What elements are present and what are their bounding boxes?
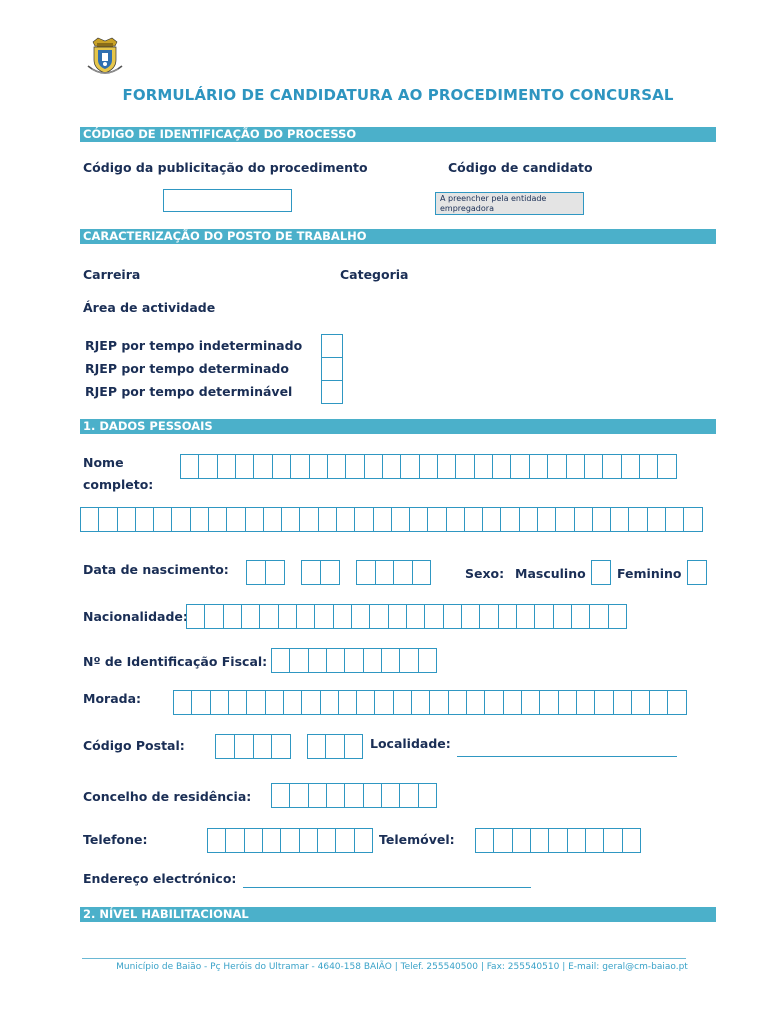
char-box[interactable] bbox=[501, 508, 519, 531]
char-box[interactable] bbox=[556, 508, 574, 531]
char-box[interactable] bbox=[493, 455, 511, 478]
char-box[interactable] bbox=[309, 784, 327, 807]
char-box[interactable] bbox=[658, 455, 676, 478]
char-box[interactable] bbox=[300, 508, 318, 531]
publication-code-field[interactable] bbox=[163, 189, 292, 212]
coat-of-arms-logo bbox=[84, 36, 126, 78]
rjep-indeterminate-checkbox[interactable] bbox=[321, 334, 343, 358]
birth-year-boxes[interactable] bbox=[356, 560, 431, 585]
char-box[interactable] bbox=[345, 784, 363, 807]
nationality-boxes[interactable] bbox=[186, 604, 627, 629]
char-box[interactable] bbox=[389, 605, 407, 628]
rjep-indeterminate-label: RJEP por tempo indeterminado bbox=[85, 338, 303, 353]
char-box[interactable] bbox=[572, 605, 590, 628]
char-box[interactable] bbox=[318, 829, 336, 852]
char-box[interactable] bbox=[302, 691, 320, 714]
char-box[interactable] bbox=[593, 508, 611, 531]
char-box[interactable] bbox=[420, 455, 438, 478]
char-box[interactable] bbox=[374, 508, 392, 531]
char-box[interactable] bbox=[279, 605, 297, 628]
char-box[interactable] bbox=[522, 691, 540, 714]
char-box[interactable] bbox=[684, 508, 702, 531]
char-box[interactable] bbox=[629, 508, 647, 531]
char-box[interactable] bbox=[467, 691, 485, 714]
char-box[interactable] bbox=[266, 561, 285, 584]
char-box[interactable] bbox=[604, 829, 622, 852]
char-box[interactable] bbox=[611, 508, 629, 531]
char-box[interactable] bbox=[310, 455, 328, 478]
section-header-job: CARACTERIZAÇÃO DO POSTO DE TRABALHO bbox=[80, 229, 716, 244]
char-box[interactable] bbox=[666, 508, 684, 531]
char-box[interactable] bbox=[376, 561, 395, 584]
birth-day-boxes[interactable] bbox=[246, 560, 285, 585]
char-box[interactable] bbox=[208, 829, 226, 852]
char-box[interactable] bbox=[209, 508, 227, 531]
char-box[interactable] bbox=[392, 508, 410, 531]
male-label: Masculino bbox=[515, 566, 586, 581]
char-box[interactable] bbox=[364, 649, 382, 672]
char-box[interactable] bbox=[315, 605, 333, 628]
char-box[interactable] bbox=[567, 455, 585, 478]
name-label-line2: completo: bbox=[83, 477, 154, 492]
char-box[interactable] bbox=[425, 605, 443, 628]
career-label: Carreira bbox=[83, 267, 141, 282]
char-box[interactable] bbox=[419, 649, 437, 672]
section-header-education: 2. NÍVEL HABILITACIONAL bbox=[80, 907, 716, 922]
form-title: FORMULÁRIO DE CANDIDATURA AO PROCEDIMENTO CONCURSAL bbox=[122, 86, 674, 104]
char-box[interactable] bbox=[499, 605, 517, 628]
char-box[interactable] bbox=[590, 605, 608, 628]
char-box[interactable] bbox=[254, 455, 272, 478]
char-box[interactable] bbox=[81, 508, 99, 531]
char-box[interactable] bbox=[476, 829, 494, 852]
char-box[interactable] bbox=[428, 508, 446, 531]
category-label: Categoria bbox=[340, 267, 409, 282]
char-box[interactable] bbox=[302, 561, 321, 584]
char-box[interactable] bbox=[483, 508, 501, 531]
char-box[interactable] bbox=[272, 735, 291, 758]
char-box[interactable] bbox=[357, 561, 376, 584]
char-box[interactable] bbox=[364, 784, 382, 807]
publication-code-label: Código da publicitação do procedimento bbox=[83, 160, 368, 175]
char-box[interactable] bbox=[614, 691, 632, 714]
footer-divider bbox=[82, 958, 686, 959]
char-box[interactable] bbox=[326, 735, 344, 758]
char-box[interactable] bbox=[346, 455, 364, 478]
mobile-boxes[interactable] bbox=[475, 828, 641, 853]
char-box[interactable] bbox=[290, 784, 308, 807]
char-box[interactable] bbox=[413, 561, 432, 584]
char-box[interactable] bbox=[136, 508, 154, 531]
char-box[interactable] bbox=[530, 455, 548, 478]
char-box[interactable] bbox=[272, 784, 290, 807]
char-box[interactable] bbox=[535, 605, 553, 628]
char-box[interactable] bbox=[609, 605, 627, 628]
char-box[interactable] bbox=[538, 508, 556, 531]
phone-boxes[interactable] bbox=[207, 828, 373, 853]
char-box[interactable] bbox=[334, 605, 352, 628]
char-box[interactable] bbox=[520, 508, 538, 531]
full-name-boxes-row2[interactable] bbox=[80, 507, 703, 532]
char-box[interactable] bbox=[355, 508, 373, 531]
char-box[interactable] bbox=[540, 691, 558, 714]
footer-contact: Município de Baião - Pç Heróis do Ultramar - 4640-158 BAIÃO | Telef. 255540500 | Fax: 255540510 | E-mail: geral@cm-baiao.pt bbox=[116, 962, 688, 972]
char-box[interactable] bbox=[623, 829, 641, 852]
char-box[interactable] bbox=[430, 691, 448, 714]
char-box[interactable] bbox=[218, 455, 236, 478]
char-box[interactable] bbox=[297, 605, 315, 628]
candidate-code-label: Código de candidato bbox=[448, 160, 593, 175]
female-label: Feminino bbox=[617, 566, 682, 581]
char-box[interactable] bbox=[191, 508, 209, 531]
locality-line-field[interactable] bbox=[457, 756, 677, 757]
char-box[interactable] bbox=[300, 829, 318, 852]
char-box[interactable] bbox=[668, 691, 686, 714]
char-box[interactable] bbox=[224, 605, 242, 628]
section-header-process-id: CÓDIGO DE IDENTIFICAÇÃO DO PROCESSO bbox=[80, 127, 716, 142]
char-box[interactable] bbox=[345, 649, 363, 672]
char-box[interactable] bbox=[400, 784, 418, 807]
char-box[interactable] bbox=[465, 508, 483, 531]
char-box[interactable] bbox=[517, 605, 535, 628]
char-box[interactable] bbox=[357, 691, 375, 714]
char-box[interactable] bbox=[154, 508, 172, 531]
name-label-line1: Nome bbox=[83, 455, 124, 470]
postal-code-suffix-boxes[interactable] bbox=[307, 734, 363, 759]
char-box[interactable] bbox=[282, 508, 300, 531]
char-box[interactable] bbox=[407, 605, 425, 628]
char-box[interactable] bbox=[554, 605, 572, 628]
char-box[interactable] bbox=[229, 691, 247, 714]
char-box[interactable] bbox=[254, 735, 273, 758]
section-header-personal-data: 1. DADOS PESSOAIS bbox=[80, 419, 716, 434]
char-box[interactable] bbox=[513, 829, 531, 852]
char-box[interactable] bbox=[394, 561, 413, 584]
char-box[interactable] bbox=[595, 691, 613, 714]
char-box[interactable] bbox=[272, 649, 290, 672]
char-box[interactable] bbox=[447, 508, 465, 531]
char-box[interactable] bbox=[549, 829, 567, 852]
char-box[interactable] bbox=[187, 605, 205, 628]
char-box[interactable] bbox=[246, 508, 264, 531]
char-box[interactable] bbox=[291, 455, 309, 478]
char-box[interactable] bbox=[382, 784, 400, 807]
char-box[interactable] bbox=[327, 649, 345, 672]
char-box[interactable] bbox=[199, 455, 217, 478]
activity-area-label: Área de actividade bbox=[83, 300, 216, 315]
char-box[interactable] bbox=[216, 735, 235, 758]
char-box[interactable] bbox=[352, 605, 370, 628]
address-label: Morada: bbox=[83, 691, 142, 706]
char-box[interactable] bbox=[456, 455, 474, 478]
char-box[interactable] bbox=[632, 691, 650, 714]
email-line-field[interactable] bbox=[243, 887, 531, 888]
postal-code-boxes[interactable] bbox=[215, 734, 291, 759]
char-box[interactable] bbox=[586, 829, 604, 852]
male-checkbox[interactable] bbox=[591, 560, 611, 585]
char-box[interactable] bbox=[309, 649, 327, 672]
rjep-determinable-label: RJEP por tempo determinável bbox=[85, 384, 293, 399]
char-box[interactable] bbox=[640, 455, 658, 478]
char-box[interactable] bbox=[227, 508, 245, 531]
char-box[interactable] bbox=[327, 784, 345, 807]
char-box[interactable] bbox=[494, 829, 512, 852]
tax-id-boxes[interactable] bbox=[271, 648, 437, 673]
char-box[interactable] bbox=[648, 508, 666, 531]
char-box[interactable] bbox=[328, 455, 346, 478]
char-box[interactable] bbox=[575, 508, 593, 531]
char-box[interactable] bbox=[475, 455, 493, 478]
char-box[interactable] bbox=[504, 691, 522, 714]
char-box[interactable] bbox=[321, 561, 340, 584]
char-box[interactable] bbox=[401, 455, 419, 478]
char-box[interactable] bbox=[273, 455, 291, 478]
char-box[interactable] bbox=[242, 605, 260, 628]
char-box[interactable] bbox=[419, 784, 437, 807]
char-box[interactable] bbox=[235, 735, 254, 758]
char-box[interactable] bbox=[192, 691, 210, 714]
char-box[interactable] bbox=[118, 508, 136, 531]
char-box[interactable] bbox=[449, 691, 467, 714]
birth-month-boxes[interactable] bbox=[301, 560, 340, 585]
postal-code-label: Código Postal: bbox=[83, 738, 185, 753]
char-box[interactable] bbox=[339, 691, 357, 714]
char-box[interactable] bbox=[345, 735, 363, 758]
char-box[interactable] bbox=[247, 561, 266, 584]
char-box[interactable] bbox=[211, 691, 229, 714]
sex-label: Sexo: bbox=[465, 566, 505, 581]
char-box[interactable] bbox=[263, 829, 281, 852]
char-box[interactable] bbox=[365, 455, 383, 478]
char-box[interactable] bbox=[290, 649, 308, 672]
char-box[interactable] bbox=[172, 508, 190, 531]
locality-label: Localidade: bbox=[370, 736, 451, 751]
tax-id-label: Nº de Identificação Fiscal: bbox=[83, 654, 268, 669]
municipality-label: Concelho de residência: bbox=[83, 789, 252, 804]
char-box[interactable] bbox=[622, 455, 640, 478]
female-checkbox[interactable] bbox=[687, 560, 707, 585]
char-box[interactable] bbox=[336, 829, 354, 852]
char-box[interactable] bbox=[568, 829, 586, 852]
char-box[interactable] bbox=[284, 691, 302, 714]
phone-label: Telefone: bbox=[83, 832, 148, 847]
rjep-determinate-checkbox[interactable] bbox=[321, 357, 343, 381]
char-box[interactable] bbox=[577, 691, 595, 714]
char-box[interactable] bbox=[245, 829, 263, 852]
char-box[interactable] bbox=[266, 691, 284, 714]
char-box[interactable] bbox=[99, 508, 117, 531]
char-box[interactable] bbox=[485, 691, 503, 714]
char-box[interactable] bbox=[260, 605, 278, 628]
char-box[interactable] bbox=[236, 455, 254, 478]
char-box[interactable] bbox=[308, 735, 326, 758]
char-box[interactable] bbox=[603, 455, 621, 478]
char-box[interactable] bbox=[337, 508, 355, 531]
char-box[interactable] bbox=[650, 691, 668, 714]
nationality-label: Nacionalidade: bbox=[83, 609, 188, 624]
char-box[interactable] bbox=[444, 605, 462, 628]
char-box[interactable] bbox=[321, 691, 339, 714]
char-box[interactable] bbox=[226, 829, 244, 852]
birth-date-label: Data de nascimento: bbox=[83, 562, 229, 577]
char-box[interactable] bbox=[174, 691, 192, 714]
char-box[interactable] bbox=[438, 455, 456, 478]
address-boxes[interactable] bbox=[173, 690, 687, 715]
char-box[interactable] bbox=[559, 691, 577, 714]
char-box[interactable] bbox=[382, 649, 400, 672]
full-name-boxes-row1[interactable] bbox=[180, 454, 677, 479]
char-box[interactable] bbox=[548, 455, 566, 478]
char-box[interactable] bbox=[383, 455, 401, 478]
rjep-determinate-label: RJEP por tempo determinado bbox=[85, 361, 289, 376]
char-box[interactable] bbox=[480, 605, 498, 628]
char-box[interactable] bbox=[511, 455, 529, 478]
mobile-label: Telemóvel: bbox=[379, 832, 455, 847]
rjep-determinable-checkbox[interactable] bbox=[321, 380, 343, 404]
char-box[interactable] bbox=[281, 829, 299, 852]
char-box[interactable] bbox=[355, 829, 373, 852]
char-box[interactable] bbox=[412, 691, 430, 714]
email-label: Endereço electrónico: bbox=[83, 871, 237, 886]
char-box[interactable] bbox=[370, 605, 388, 628]
char-box[interactable] bbox=[531, 829, 549, 852]
char-box[interactable] bbox=[394, 691, 412, 714]
char-box[interactable] bbox=[400, 649, 418, 672]
char-box[interactable] bbox=[181, 455, 199, 478]
candidate-code-field: A preencher pela entidade empregadora bbox=[435, 192, 584, 215]
char-box[interactable] bbox=[264, 508, 282, 531]
char-box[interactable] bbox=[585, 455, 603, 478]
char-box[interactable] bbox=[247, 691, 265, 714]
char-box[interactable] bbox=[319, 508, 337, 531]
char-box[interactable] bbox=[205, 605, 223, 628]
char-box[interactable] bbox=[410, 508, 428, 531]
char-box[interactable] bbox=[375, 691, 393, 714]
municipality-boxes[interactable] bbox=[271, 783, 437, 808]
char-box[interactable] bbox=[462, 605, 480, 628]
